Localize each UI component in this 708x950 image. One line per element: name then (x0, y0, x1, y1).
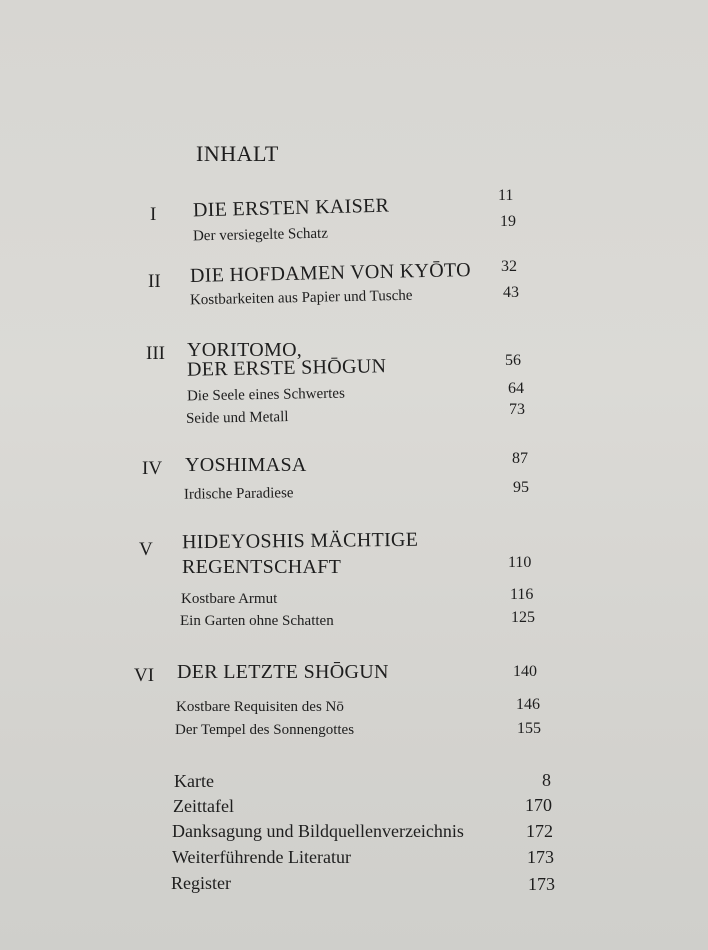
chapter-page: 11 (498, 187, 514, 204)
chapter-numeral: I (150, 204, 157, 225)
section-title: Kostbare Armut (181, 591, 278, 607)
back-matter-title: Zeittafel (173, 796, 234, 816)
section-title: Seide und Metall (185, 409, 289, 427)
chapter-title: REGENTSCHAFT (182, 556, 342, 578)
section-title: Der versiegelte Schatz (192, 225, 329, 245)
section-page: 146 (516, 696, 540, 713)
section-page: 19 (500, 213, 516, 230)
chapter-page: 87 (512, 450, 528, 467)
chapter-title: YOSHIMASA (185, 454, 307, 476)
back-matter-page: 173 (527, 847, 554, 867)
back-matter-page: 170 (525, 795, 552, 815)
back-matter-page: 173 (528, 874, 555, 894)
chapter-title: DER LETZTE SHŌGUN (177, 661, 389, 683)
chapter-page: 110 (508, 554, 532, 571)
toc-heading: INHALT (196, 141, 279, 166)
section-page: 73 (509, 401, 525, 418)
back-matter-page: 8 (542, 770, 551, 790)
section-page: 116 (510, 586, 534, 603)
chapter-page: 56 (505, 352, 521, 369)
chapter-numeral: II (148, 271, 161, 292)
back-matter-page: 172 (526, 821, 553, 841)
section-page: 43 (503, 284, 519, 301)
chapter-numeral: VI (134, 665, 155, 686)
chapter-title: YORITOMO, (187, 339, 303, 361)
chapter-numeral: V (139, 539, 153, 560)
back-matter-title: Weiterführende Literatur (172, 847, 351, 867)
section-title: Irdische Paradiese (183, 485, 294, 503)
section-title: Kostbarkeiten aus Papier und Tusche (189, 287, 413, 309)
section-page: 125 (511, 609, 535, 626)
section-title: Der Tempel des Sonnengottes (175, 722, 355, 738)
back-matter-title: Register (171, 873, 231, 893)
chapter-title: HIDEYOSHIS MÄCHTIGE (181, 528, 419, 554)
chapter-page: 32 (501, 258, 517, 275)
chapter-title: DIE HOFDAMEN VON KYŌTO (189, 259, 472, 287)
chapter-title: DIE ERSTEN KAISER (192, 194, 390, 222)
chapter-title: DER ERSTE SHŌGUN (186, 355, 387, 381)
chapter-page: 140 (513, 663, 537, 680)
chapter-numeral: IV (142, 458, 163, 479)
back-matter-title: Danksagung und Bildquellenverzeichnis (172, 821, 464, 841)
section-title: Die Seele eines Schwertes (186, 385, 345, 405)
section-title: Kostbare Requisiten des Nō (176, 699, 344, 715)
back-matter-title: Karte (174, 771, 214, 791)
section-page: 155 (517, 720, 541, 737)
section-title: Ein Garten ohne Schatten (180, 613, 334, 629)
section-page: 64 (508, 380, 524, 397)
chapter-numeral: III (146, 343, 165, 364)
section-page: 95 (513, 479, 529, 496)
